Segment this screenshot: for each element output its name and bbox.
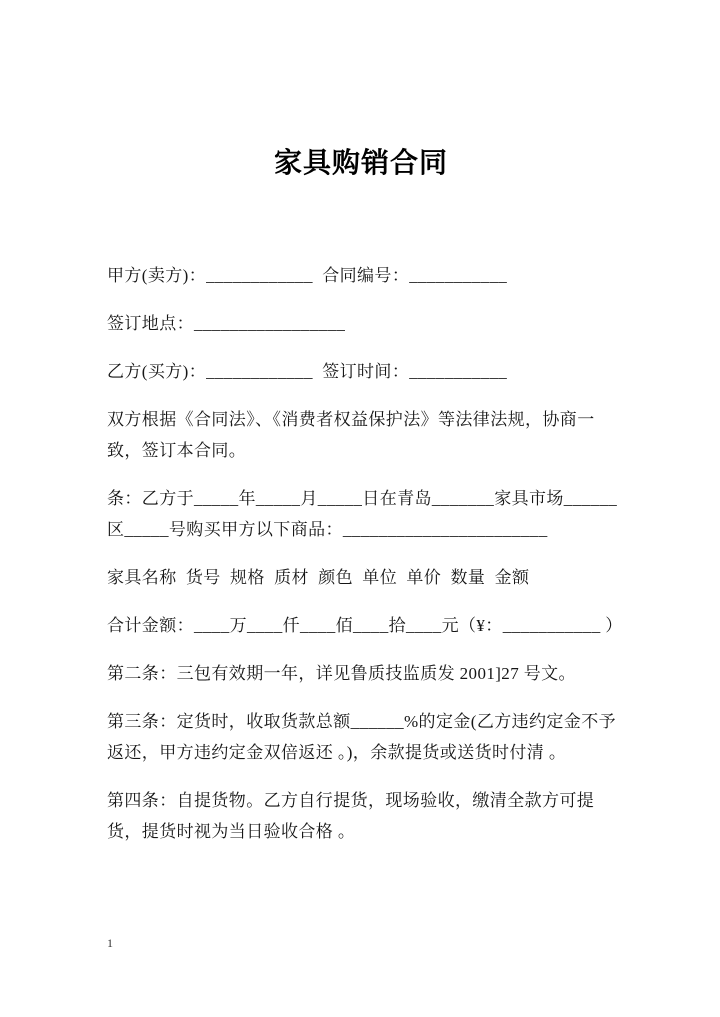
clause-1-purchase-details bbox=[107, 483, 618, 545]
document-title: 家具购销合同 bbox=[273, 148, 448, 179]
text-line: 条：乙方于_____年_____月_____日在青岛_______家具市场______ bbox=[107, 489, 618, 508]
clause-2-warranty bbox=[107, 658, 615, 689]
party-a-and-contract-no-line bbox=[107, 260, 615, 291]
clause-3-deposit bbox=[107, 706, 615, 768]
text-line: 返还，甲方违约定金双倍返还 。)，余款提货或送货时付清 。 bbox=[107, 743, 567, 762]
text-line: 第三条：定货时，收取货款总额______%的定金(乙方违约定金不予 bbox=[107, 712, 617, 731]
total-amount-line bbox=[107, 610, 623, 641]
page-number: 1 bbox=[107, 936, 113, 950]
document-body bbox=[107, 146, 623, 864]
text-line: 合计金额：____万____仟____佰____拾____元（¥：___________ ） bbox=[107, 616, 623, 635]
text-line: 签订地点：_________________ bbox=[107, 314, 346, 333]
text-line: 货，提货时视为当日验收合格 。 bbox=[107, 822, 356, 841]
party-b-and-signing-time-line bbox=[107, 356, 615, 387]
preamble-paragraph bbox=[107, 404, 615, 466]
text-line: 第四条：自提货物。乙方自行提货，现场验收，缴清全款方可提 bbox=[107, 791, 595, 810]
text-line: 第二条：三包有效期一年，详见鲁质技监质发 2001]27 号文。 bbox=[107, 664, 576, 683]
signing-place-line bbox=[107, 308, 615, 339]
text-line: 家具名称 货号 规格 质材 颜色 单位 单价 数量 金额 bbox=[107, 568, 530, 587]
text-line: 致，签订本合同。 bbox=[107, 441, 247, 460]
text-line: 区_____号购买甲方以下商品：_______________________ bbox=[107, 520, 548, 539]
text-line: 甲方(卖方)：____________ 合同编号：___________ bbox=[107, 266, 508, 285]
text-line: 乙方(买方)：____________ 签订时间：___________ bbox=[107, 362, 508, 381]
text-line: 双方根据《合同法》、《消费者权益保护法》等法律法规，协商一 bbox=[107, 410, 595, 429]
clause-4-self-pickup bbox=[107, 785, 615, 847]
goods-table-header-row bbox=[107, 562, 615, 593]
